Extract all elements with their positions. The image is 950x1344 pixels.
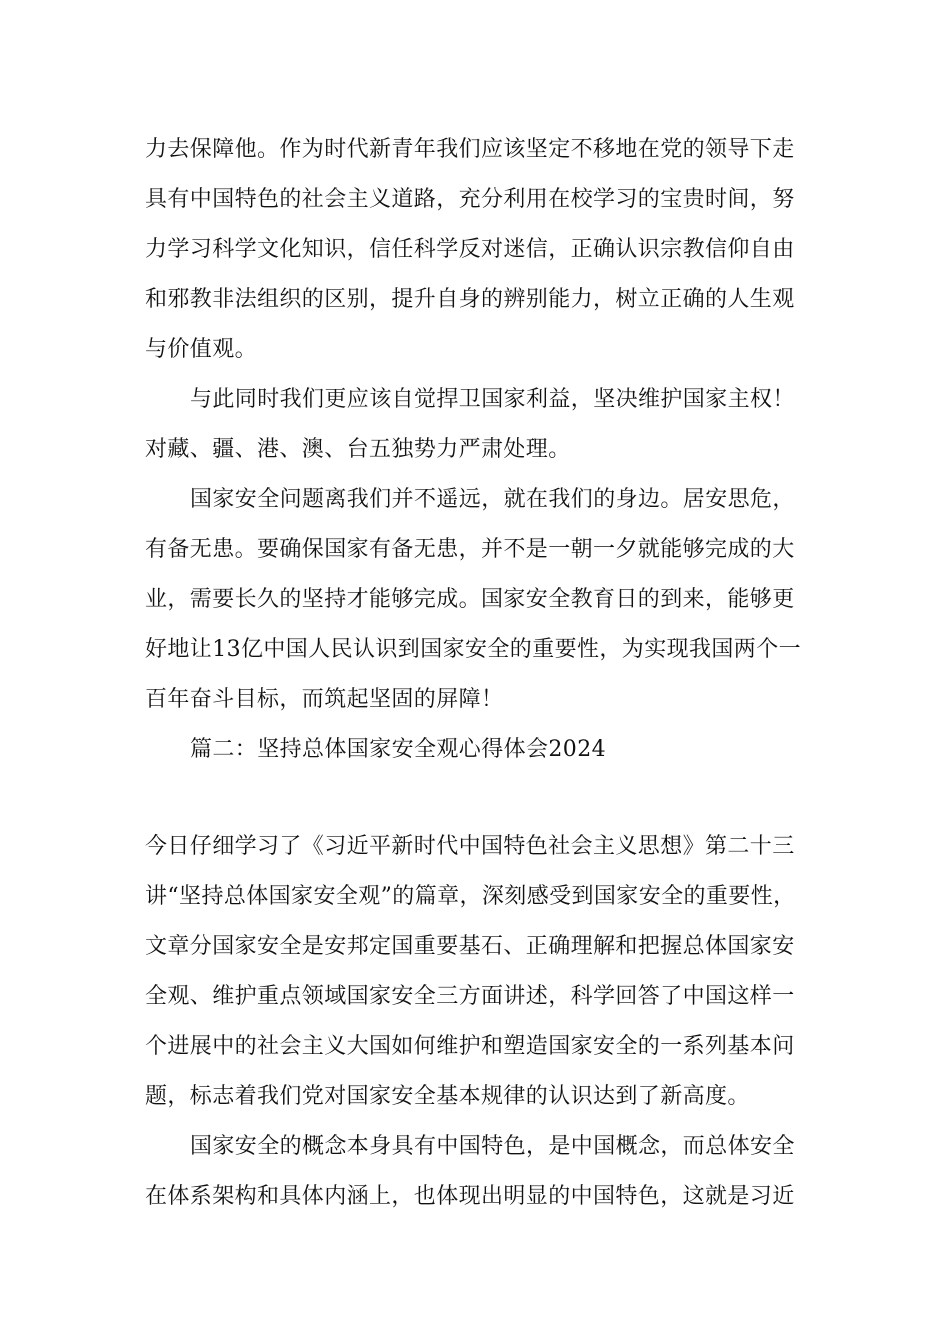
text-line: 全观、维护重点领域国家安全三方面讲述，科学回答了中国这样一 [145,984,795,1009]
paragraph-first-line: 国家安全问题离我们并不遥远，就在我们的身边。居安思危， [190,487,795,512]
text-line: 今日仔细学习了《习近平新时代中国特色社会主义思想》第二十三 [145,834,795,859]
text-line: 和邪教非法组织的区别，提升自身的辨别能力，树立正确的人生观 [145,287,795,312]
text-line: 在体系架构和具体内涵上，也体现出明显的中国特色，这就是习近 [145,1184,795,1209]
paragraph-first-line: 与此同时我们更应该自觉捍卫国家利益，坚决维护国家主权！ [190,387,795,412]
section-heading: 篇二：坚持总体国家安全观心得体会2024 [190,737,606,762]
text-line: 文章分国家安全是安邦定国重要基石、正确理解和把握总体国家安 [145,934,795,959]
text-line: 好地让13亿中国人民认识到国家安全的重要性，为实现我国两个一 [145,637,801,662]
text-line: 百年奋斗目标，而筑起坚固的屏障！ [145,687,504,712]
text-line: 力去保障他。作为时代新青年我们应该坚定不移地在党的领导下走 [145,137,795,162]
text-line: 讲“坚持总体国家安全观”的篇章，深刻感受到国家安全的重要性， [145,884,796,909]
text-line: 题，标志着我们党对国家安全基本规律的认识达到了新高度。 [145,1084,750,1109]
text-line: 个进展中的社会主义大国如何维护和塑造国家安全的一系列基本问 [145,1034,795,1059]
text-line: 有备无患。要确保国家有备无患，并不是一朝一夕就能够完成的大 [145,537,795,562]
text-line: 力学习科学文化知识，信任科学反对迷信，正确认识宗教信仰自由 [145,237,795,262]
text-line: 与价值观。 [145,337,258,362]
text-line: 具有中国特色的社会主义道路，充分利用在校学习的宝贵时间，努 [145,187,795,212]
paragraph-first-line: 国家安全的概念本身具有中国特色，是中国概念，而总体安全 [190,1134,795,1159]
text-line: 业，需要长久的坚持才能够完成。国家安全教育日的到来，能够更 [145,587,795,612]
text-line: 对藏、疆、港、澳、台五独势力严肃处理。 [145,437,571,462]
